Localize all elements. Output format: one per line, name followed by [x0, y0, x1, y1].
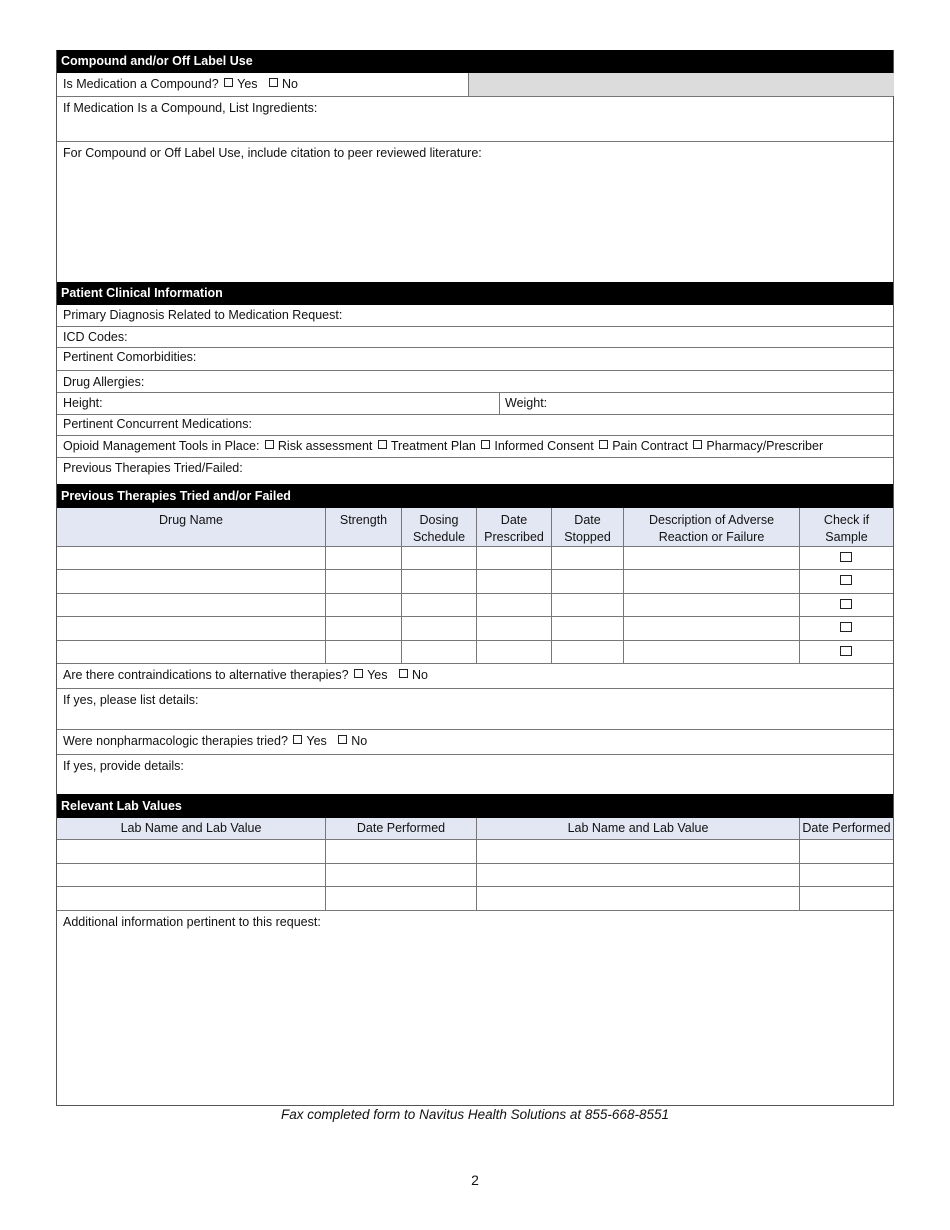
- date-performed-1-cell[interactable]: [326, 887, 477, 910]
- date-performed-1-cell[interactable]: [326, 864, 477, 887]
- lab-name-value-2-cell[interactable]: [477, 864, 800, 887]
- check-if-sample-cell[interactable]: [800, 641, 893, 663]
- prior-authorization-form-page-2: [56, 50, 894, 1106]
- is-compound-no-checkbox[interactable]: [269, 78, 278, 87]
- sample-checkbox[interactable]: [840, 622, 852, 632]
- dosing-schedule-cell[interactable]: [402, 594, 477, 616]
- contraindications-question: [63, 668, 428, 682]
- strength-cell[interactable]: [326, 547, 402, 569]
- lab-table-header: [57, 818, 893, 840]
- opioid-informed-consent-checkbox[interactable]: [481, 440, 490, 449]
- date-prescribed-cell[interactable]: [477, 570, 552, 592]
- drug-name-cell[interactable]: [57, 594, 326, 616]
- contraindications-details-label: If yes, please list details:: [63, 693, 199, 707]
- nonpharm-details-label: If yes, provide details:: [63, 759, 184, 773]
- date-stopped-cell[interactable]: [552, 641, 624, 663]
- lab-name-value-2-cell[interactable]: [477, 840, 800, 863]
- adverse-reaction-cell[interactable]: [624, 617, 800, 639]
- drug-name-cell[interactable]: [57, 570, 326, 592]
- previous-therapies-field[interactable]: [57, 458, 893, 484]
- compound-ingredients-field[interactable]: [57, 97, 893, 142]
- nonpharm-row: [57, 730, 893, 755]
- table-row: [57, 641, 893, 664]
- citation-field[interactable]: [57, 142, 893, 282]
- contraindications-label: Are there contraindications to alternative therapies?: [63, 668, 349, 682]
- height-label: Height:: [63, 396, 103, 410]
- dosing-schedule-cell[interactable]: [402, 570, 477, 592]
- sample-checkbox[interactable]: [840, 552, 852, 562]
- citation-label: For Compound or Off Label Use, include citation to peer reviewed literature:: [63, 146, 482, 160]
- adverse-reaction-cell[interactable]: [624, 570, 800, 592]
- date-stopped-cell[interactable]: [552, 547, 624, 569]
- clinical-section-header: [57, 282, 893, 305]
- primary-diagnosis-label: Primary Diagnosis Related to Medication Request:: [63, 308, 343, 322]
- additional-information-label: Additional information pertinent to this request:: [63, 915, 321, 929]
- date-stopped-cell[interactable]: [552, 570, 624, 592]
- drug-name-cell[interactable]: [57, 547, 326, 569]
- strength-cell[interactable]: [326, 570, 402, 592]
- date-performed-1-cell[interactable]: [326, 840, 477, 863]
- table-row: [57, 617, 893, 640]
- icd-codes-label: ICD Codes:: [63, 330, 128, 344]
- opioid-pain-contract-checkbox[interactable]: [599, 440, 608, 449]
- opioid-option-pharmacy-prescriber: Pharmacy/Prescriber: [706, 439, 824, 453]
- strength-cell[interactable]: [326, 617, 402, 639]
- therapies-section-header: [57, 484, 893, 508]
- additional-information-field[interactable]: [57, 911, 893, 1106]
- drug-name-cell[interactable]: [57, 641, 326, 663]
- height-weight-row: [57, 393, 893, 415]
- date-stopped-cell[interactable]: [552, 617, 624, 639]
- date-performed-2-cell[interactable]: [800, 864, 893, 887]
- col-date-prescribed: Date Prescribed: [477, 508, 552, 546]
- is-compound-shaded-cell: [468, 73, 894, 96]
- nonpharm-question: [63, 734, 367, 748]
- lab-name-value-1-cell[interactable]: [57, 887, 326, 910]
- concurrent-medications-label: Pertinent Concurrent Medications:: [63, 417, 252, 431]
- opioid-risk-assessment-checkbox[interactable]: [265, 440, 274, 449]
- lab-name-value-2-cell[interactable]: [477, 887, 800, 910]
- check-if-sample-cell[interactable]: [800, 547, 893, 569]
- col-adverse-reaction: Description of Adverse Reaction or Failure: [624, 508, 800, 546]
- lab-col-name-value-1: Lab Name and Lab Value: [57, 818, 326, 839]
- therapies-table-header: [57, 508, 893, 547]
- height-weight-divider: [499, 393, 500, 414]
- contraindications-no-checkbox[interactable]: [399, 669, 408, 678]
- comorbidities-field[interactable]: [57, 348, 893, 371]
- drug-allergies-label: Drug Allergies:: [63, 375, 145, 389]
- lab-col-date-performed-1: Date Performed: [326, 818, 477, 839]
- icd-codes-field[interactable]: [57, 327, 893, 348]
- check-if-sample-cell[interactable]: [800, 570, 893, 592]
- lab-section-title: Relevant Lab Values: [61, 799, 182, 813]
- check-if-sample-cell[interactable]: [800, 617, 893, 639]
- is-compound-row: [57, 73, 893, 97]
- opioid-pharmacy-prescriber-checkbox[interactable]: [693, 440, 702, 449]
- sample-checkbox[interactable]: [840, 575, 852, 585]
- contraindications-details-field[interactable]: [57, 689, 893, 730]
- date-prescribed-cell[interactable]: [477, 617, 552, 639]
- col-date-stopped: Date Stopped: [552, 508, 624, 546]
- is-compound-label: Is Medication a Compound?: [63, 77, 219, 91]
- nonpharm-yes-label: Yes: [306, 734, 327, 748]
- sample-checkbox[interactable]: [840, 599, 852, 609]
- sample-checkbox[interactable]: [840, 646, 852, 656]
- lab-section-header: [57, 794, 893, 818]
- dosing-schedule-cell[interactable]: [402, 617, 477, 639]
- contraindications-yes-checkbox[interactable]: [354, 669, 363, 678]
- nonpharm-yes-checkbox[interactable]: [293, 735, 302, 744]
- opioid-option-pain-contract: Pain Contract: [612, 439, 688, 453]
- compound-section-header: [57, 50, 893, 73]
- dosing-schedule-cell[interactable]: [402, 547, 477, 569]
- drug-allergies-field[interactable]: [57, 371, 893, 393]
- is-compound-yes-checkbox[interactable]: [224, 78, 233, 87]
- date-performed-2-cell[interactable]: [800, 887, 893, 910]
- opioid-tools-row: [57, 436, 893, 458]
- opioid-option-treatment-plan: Treatment Plan: [390, 439, 476, 453]
- date-performed-2-cell[interactable]: [800, 840, 893, 863]
- contraindications-no-label: No: [411, 668, 428, 682]
- drug-name-cell[interactable]: [57, 617, 326, 639]
- dosing-schedule-cell[interactable]: [402, 641, 477, 663]
- is-compound-no-label: No: [282, 77, 299, 91]
- date-prescribed-cell[interactable]: [477, 594, 552, 616]
- table-row: [57, 547, 893, 570]
- col-check-if-sample: Check if Sample: [823, 513, 870, 544]
- date-stopped-cell[interactable]: [552, 594, 624, 616]
- col-dosing-schedule: Dosing Schedule: [402, 508, 477, 546]
- adverse-reaction-cell[interactable]: [624, 594, 800, 616]
- opioid-treatment-plan-checkbox[interactable]: [378, 440, 387, 449]
- compound-section-title: Compound and/or Off Label Use: [61, 54, 253, 68]
- therapies-section-title: Previous Therapies Tried and/or Failed: [61, 489, 291, 503]
- page-number: 2: [471, 1172, 479, 1188]
- col-drug-name: Drug Name: [57, 508, 326, 546]
- concurrent-medications-field[interactable]: [57, 415, 893, 436]
- previous-therapies-label: Previous Therapies Tried/Failed:: [63, 461, 243, 475]
- table-row: [57, 887, 893, 911]
- adverse-reaction-cell[interactable]: [624, 641, 800, 663]
- lab-name-value-1-cell[interactable]: [57, 840, 326, 863]
- date-prescribed-cell[interactable]: [477, 641, 552, 663]
- nonpharm-no-label: No: [351, 734, 368, 748]
- nonpharm-details-field[interactable]: [57, 755, 893, 794]
- weight-label: Weight:: [505, 396, 548, 410]
- check-if-sample-cell[interactable]: [800, 594, 893, 616]
- primary-diagnosis-field[interactable]: [57, 305, 893, 327]
- opioid-tools-group: [63, 439, 823, 453]
- compound-ingredients-label: If Medication Is a Compound, List Ingredients:: [63, 101, 318, 115]
- table-row: [57, 570, 893, 593]
- strength-cell[interactable]: [326, 594, 402, 616]
- nonpharm-no-checkbox[interactable]: [338, 735, 347, 744]
- is-compound-yes-label: Yes: [237, 77, 258, 91]
- date-prescribed-cell[interactable]: [477, 547, 552, 569]
- lab-col-name-value-2: Lab Name and Lab Value: [477, 818, 800, 839]
- contraindications-yes-label: Yes: [367, 668, 388, 682]
- table-row: [57, 864, 893, 888]
- table-row: [57, 594, 893, 617]
- opioid-option-risk-assessment: Risk assessment: [277, 439, 373, 453]
- comorbidities-label: Pertinent Comorbidities:: [63, 350, 197, 364]
- opioid-tools-label: Opioid Management Tools in Place:: [63, 439, 260, 453]
- lab-col-date-performed-2: Date Performed: [802, 821, 891, 835]
- lab-name-value-1-cell[interactable]: [57, 864, 326, 887]
- col-strength: Strength: [326, 508, 402, 546]
- opioid-option-informed-consent: Informed Consent: [494, 439, 594, 453]
- table-row: [57, 840, 893, 864]
- nonpharm-label: Were nonpharmacologic therapies tried?: [63, 734, 288, 748]
- strength-cell[interactable]: [326, 641, 402, 663]
- clinical-section-title: Patient Clinical Information: [61, 286, 223, 300]
- fax-instructions: Fax completed form to Navitus Health Solutions at 855-668-8551: [281, 1107, 669, 1122]
- adverse-reaction-cell[interactable]: [624, 547, 800, 569]
- is-compound-question: [63, 77, 298, 91]
- contraindications-row: [57, 664, 893, 689]
